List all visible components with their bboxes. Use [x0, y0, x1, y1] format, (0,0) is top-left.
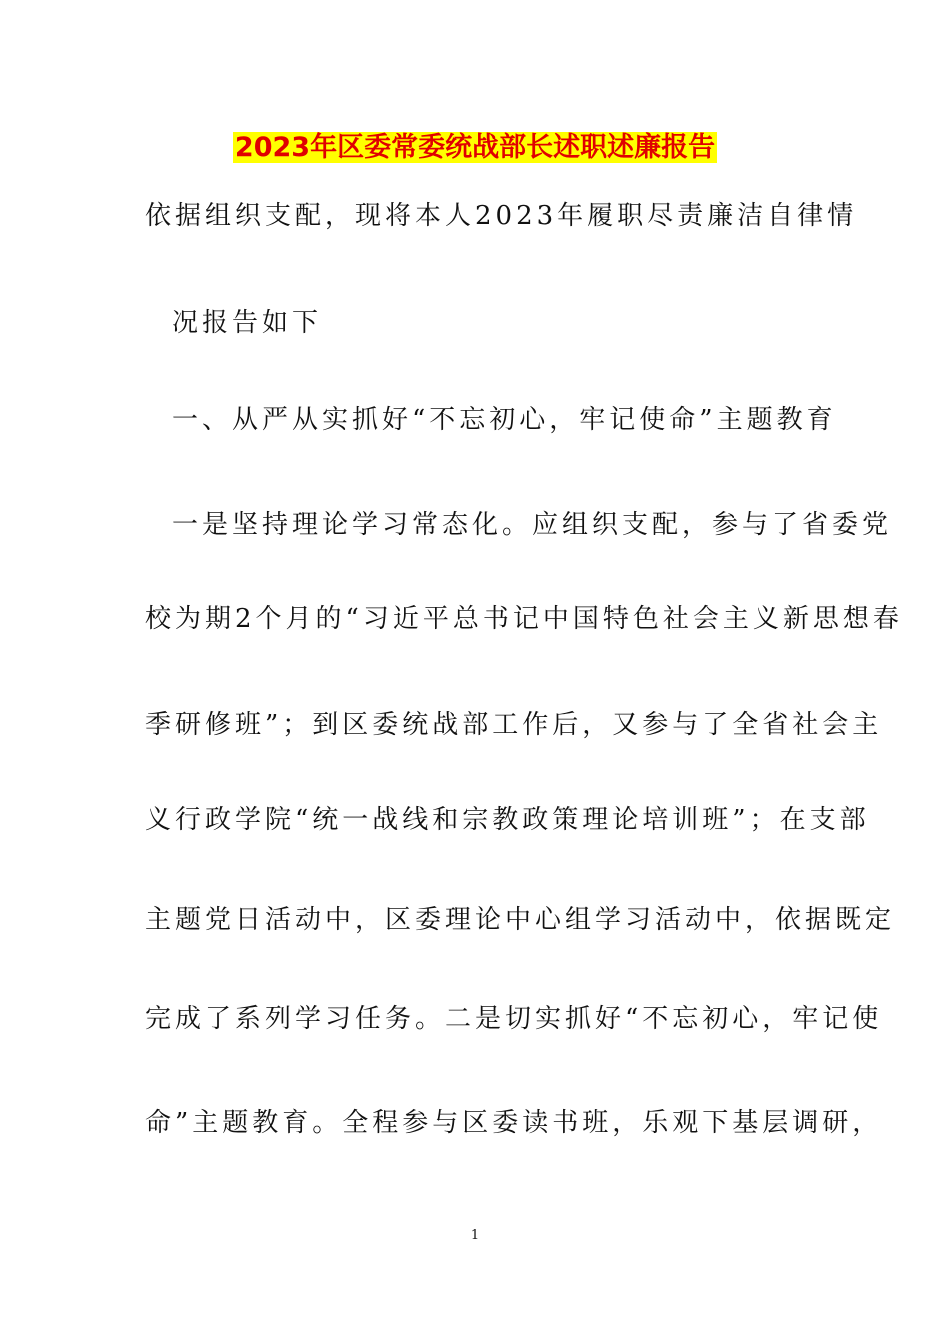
body-line-8: 完成了系列学习任务。二是切实抓好“不忘初心，牢记使: [145, 1004, 883, 1034]
body-line-3: 一是坚持理论学习常态化。应组织支配，参与了省委党: [172, 510, 893, 540]
body-line-4: 校为期2个月的“习近平总书记中国特色社会主义新思想春: [145, 604, 903, 634]
body-line-5: 季研修班”；到区委统战部工作后，又参与了全省社会主: [145, 710, 883, 740]
document-title: [0, 128, 950, 168]
body-line-2: 况报告如下: [172, 308, 323, 338]
section-heading-1: 一、从严从实抓好“不忘初心，牢记使命”主题教育: [172, 405, 837, 435]
body-line-9: 命”主题教育。全程参与区委读书班，乐观下基层调研，: [145, 1108, 883, 1138]
page-number: 1: [470, 1228, 480, 1243]
body-line-1: 依据组织支配，现将本人2023年履职尽责廉洁自律情: [145, 201, 858, 231]
body-line-7: 主题党日活动中，区委理论中心组学习活动中，依据既定: [145, 905, 896, 935]
document-title-text: 2023年区委常委统战部长述职述廉报告: [234, 132, 716, 163]
body-line-6: 义行政学院“统一战线和宗教政策理论培训班”；在支部: [145, 805, 870, 835]
